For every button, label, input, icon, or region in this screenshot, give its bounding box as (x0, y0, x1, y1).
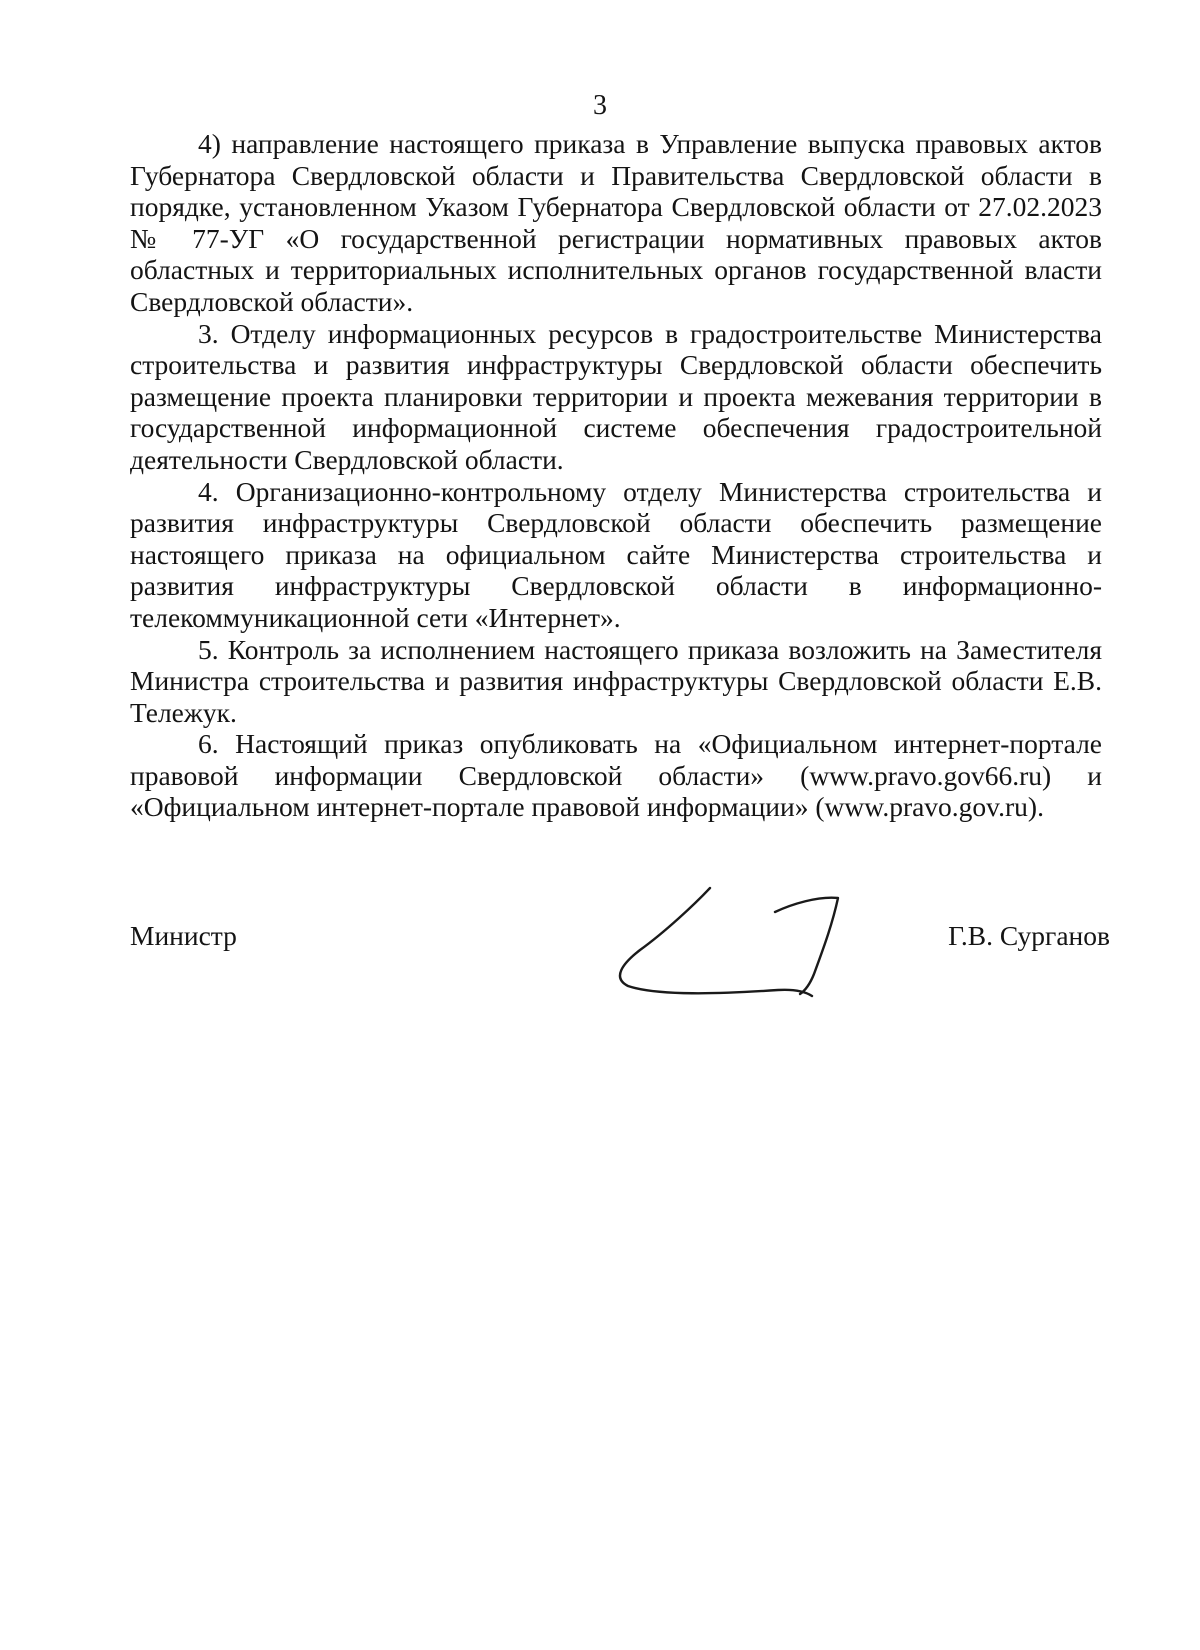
paragraph-3-information-resources: 3. Отделу информационных ресурсов в градостроительстве Министерства строительства и развития инфраструктуры Свердловской области обеспечить размещение проекта планировки территории и проекта межевания территории в государственной информационной системе обеспечения градостроительной деятельности Свердловской области. (130, 317, 1102, 475)
signature-block (130, 880, 1110, 1020)
paragraph-4-organizational-department: 4. Организационно-контрольному отделу Министерства строительства и развития инфраструктуры Свердловской области обеспечить размещение настоящего приказа на официальном сайте Министерства строительства и развития инфраструктуры Свердловской области в информационно-телекоммуникационной сети «Интернет». (130, 475, 1102, 633)
signatory-name: Г.В. Сурганов (948, 920, 1110, 951)
paragraph-5-control: 5. Контроль за исполнением настоящего приказа возложить на Заместителя Министра строительства и развития инфраструктуры Свердловской области Е.В. Тележук. (130, 633, 1102, 728)
document-body (130, 128, 1102, 823)
paragraph-item-4-publication: 4) направление настоящего приказа в Управление выпуска правовых актов Губернатора Свердловской области и Правительства Свердловской области в порядке, установленном Указом Губернатора Свердловской области от 27.02.2023 № 77-УГ «О государственной регистрации нормативных правовых актов областных и территориальных исполнительных органов государственной власти Свердловской области». (130, 128, 1102, 317)
paragraph-6-publish: 6. Настоящий приказ опубликовать на «Официальном интернет-портале правовой информации Свердловской области» (www.pravo.gov66.ru) и «Официальном интернет-портале правовой информации» (www.pravo.gov.ru). (130, 728, 1102, 823)
page-number: 3 (593, 90, 607, 121)
handwritten-signature (600, 880, 870, 1000)
signatory-title: Министр (130, 920, 237, 951)
